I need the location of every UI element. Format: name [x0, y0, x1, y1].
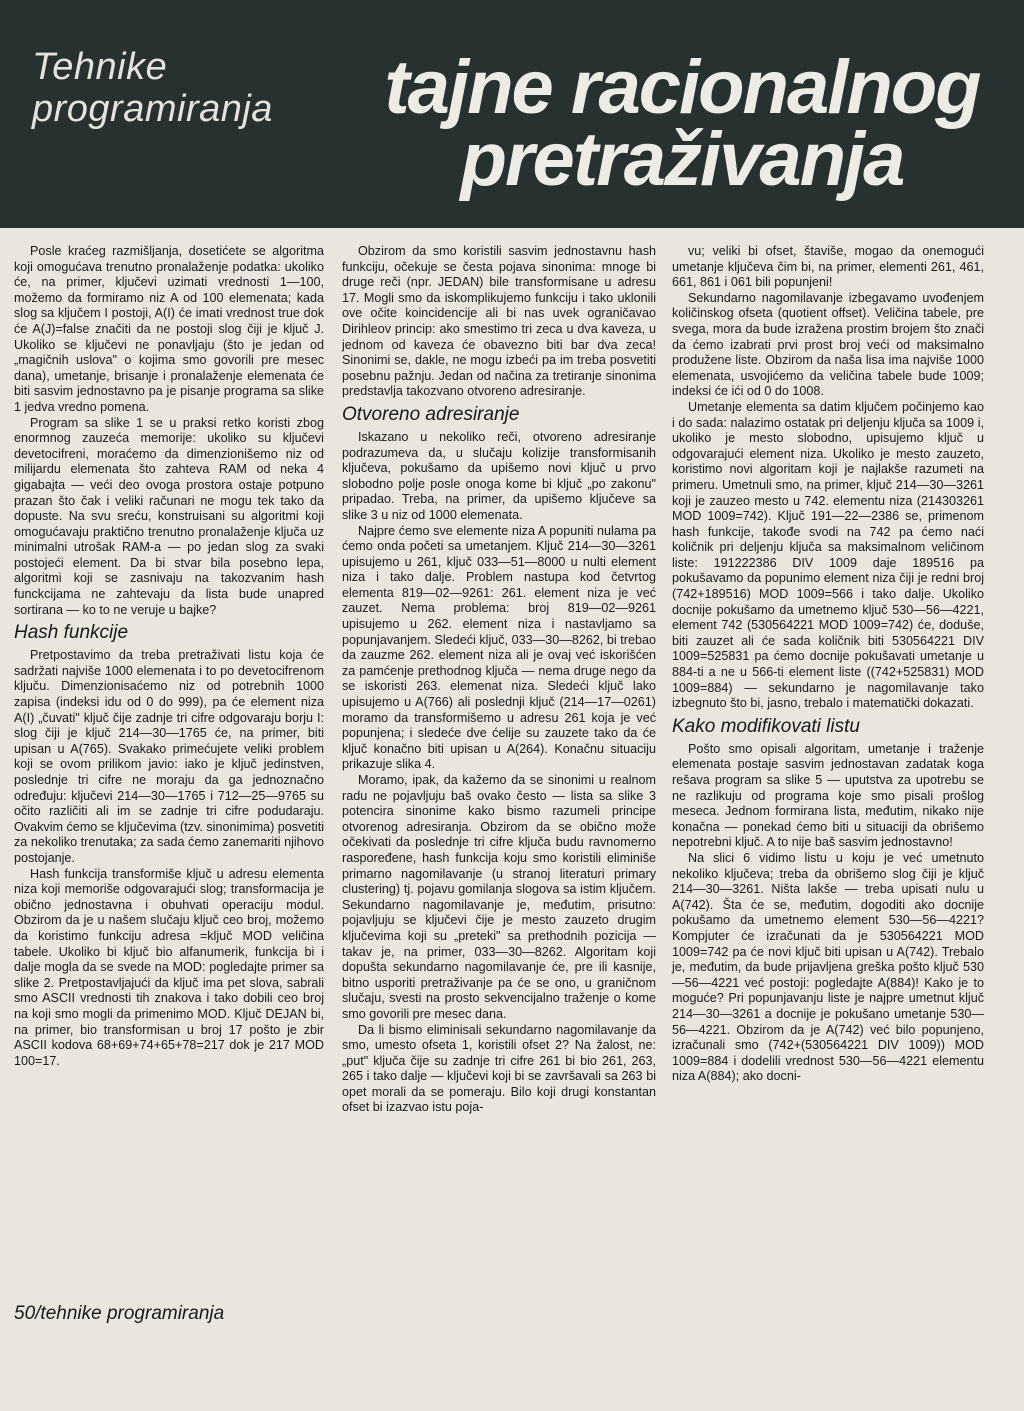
- paragraph: Moramo, ipak, da kažemo da se sinonimi u realnom radu ne pojavljuju baš ovako često — lista sa slike 3 potencira sinonime kako bismo razumeli principe otvorenog adresiranja. Obzirom da se obično može očekivati da poslednje tri cifre ključa budu ravnomerno raspoređene, hash funkcija koju smo koristili eliminiše primarno nagomilavanje (u stranoj literaturi primary clustering) tj. pojavu gomilanja slogova sa istim ključem. Sekundarno nagomilavanje je, međutim, prisutno: pojavljuju se ključevi čije je mesto zauzeto drugim ključevima koji su „preteki" sa prethodnih pozicija — takav je, na primer, 033—30—8262. Algoritam koji dopušta sekundarno nagomilavanje će, pre ili kasnije, bitno usporiti pretraživanje pa će se ono, u graničnom slučaju, svesti na prosto sekvencijalno traženje o kome smo govorili pre mesec dana.: [342, 773, 656, 1021]
- subheading-otvoreno-adresiranje: Otvoreno adresiranje: [342, 403, 520, 425]
- section-kicker: [32, 46, 273, 130]
- text-column-1: [14, 244, 324, 1069]
- page-footer: 50/tehnike programiranja: [14, 1303, 225, 1324]
- paragraph: Obzirom da smo koristili sasvim jednostavnu hash funkciju, očekuje se česta pojava sinonima: mnoge bi druge reči (npr. JEDAN) bile transformisane u adresu 17. Mogli smo da iskomplikujemo funkciju i tako uklonili ove očite koincidencije ali bi nas uvek ograničavao Dirihleov princip: ako smestimo tri zeca u dva kaveza, u jednom od kaveza će obavezno biti bar dva zeca! Sinonimi se, dakle, ne mogu izbeći pa im treba posvetiti posebnu pažnju. Jedan od načina za tretiranje sinonima predstavlja takozvano otvoreno adresiranje.: [342, 244, 656, 399]
- text-column-2: [342, 244, 656, 1116]
- paragraph: Na slici 6 vidimo listu u koju je već umetnuto nekoliko ključeva; treba da obrišemo slog čiji je ključ 214—30—3261. Ništa lakše — treba upisati nulu u A(742). Šta će se, međutim, dogoditi ako docnije pokušamo da umetnemo element 530—56—4221? Kompjuter će izračunati da je 530564221 MOD 1009=742 pa će novi ključ biti upisan u A(742). Trebalo je, međutim, da bude prijavljena greška pošto ključ 530—56—4221 već postoji: pogledajte A(884)! Kako je to moguće? Pri popunjavanju liste je najpre umetnut ključ 214—30—3261 a docnije je pokušano umetanje 530—56—4221. Obzirom da je A(742) već bilo popunjeno, izračunali smo (742+(530564221 DIV 1009)) MOD 1009=884 i dodelili vrednost 530—56—4221 elementu niza A(884); ako docni-: [672, 850, 984, 1084]
- paragraph: Pretpostavimo da treba pretraživati listu koja će sadržati najviše 1000 elemenata i to po devetocifrenom ključu. Dimenzionisaćemo niz od potrebnih 1000 zapisa (indeksi idu od 0 do 999), pa će element niza A(I) „čuvati" ključ čije zadnje tri cifre odgovaraju borju I: slog čiji je ključ 214—30—1765 će, na primer, biti upisan u A(765). Svakako primećujete veliki problem koji se ovom prilikom javio: iako je ključ jedinstven, poslednje tri cifre ne moraju da ga jednoznačno određuju: ključevi 214—30—1765 i 712—25—9765 su očito različiti ali im se zadnje tri cifre podudaraju. Ovakvim ćemo se ključevima (tzv. sinonimima) posvetiti za nekoliko trenutaka; za sada ćemo zanemariti njihovo postojanje.: [14, 648, 324, 865]
- paragraph: vu; veliki bi ofset, štaviše, mogao da onemogući umetanje ključeva čim bi, na primer, elementi 261, 461, 661, 861 i 061 bili popunjeni!: [672, 244, 984, 290]
- paragraph: Sekundarno nagomilavanje izbegavamo uvođenjem količinskog ofseta (quotient offset). Veličina tabele, pre svega, mora da bude izražena prostim brojem što znači da ćemo izabrati prvi prost broj veći od maksimalno produžene liste. Obzirom da naša lisa ima najviše 1000 elemenata, usvojićemo da veličina tabele bude 1009; indeksi će ići od 0 do 1008.: [672, 290, 984, 399]
- kicker-line-1: Tehnike: [32, 46, 168, 88]
- title-line-2: pretraživanja: [460, 117, 904, 202]
- article-title: [340, 45, 1024, 202]
- kicker-line-2: programiranja: [32, 88, 273, 130]
- title-line-1: tajne racionalnog: [384, 45, 980, 130]
- subheading-kako-modifikovati-listu: Kako modifikovati listu: [672, 715, 860, 737]
- paragraph: Posle kraćeg razmišljanja, dosetićete se algoritma koji omogućava trenutno pronalaženje podatka: ukoliko će, na primer, ključevi uzimati vrednosti 1—100, možemo da formiramo niz A od 100 elemenata; kada slog sa ključem I postoji, A(I) će imati vrednost true dok će A(J)=false značiti da ne postoji slog čiji je ključ J. Ukoliko se ključevi ne ponavljaju (što je jedan od „magičnih uslova" o kojima smo govorili pre mesec dana), umetanje, brisanje i pronalaženje elemenata će biti sasvim jednostavno pa je pisanje programa sa slike 1 jedva vredno pomena.: [14, 244, 324, 414]
- text-column-3: [672, 244, 984, 1085]
- paragraph: Da li bismo eliminisali sekundarno nagomilavanje da smo, umesto ofseta 1, koristili ofset 2? Na žalost, ne: „put" ključa čije su zadnje tri cifre 261 bi bio 261, 263, 265 i tako dalje — ključevi koji bi se završavali sa 263 bi opet morali da se pomeraju. Bilo koji drugi konstantan ofset bi izazvao istu poja-: [342, 1022, 656, 1115]
- subheading-hash-funkcije: Hash funkcije: [14, 622, 129, 644]
- paragraph: Pošto smo opisali algoritam, umetanje i traženje elemenata postaje sasvim jednostavan zadatak koga rešava program sa slike 5 — uputstva za upotrebu se ne razlikuju od programa koje smo pisali prošlog meseca. Jednom formirana lista, međutim, nikako nije konačna — ponekad ćemo biti u situaciji da obrišemo nepotrebni ključ. A to nije baš sasvim jednostavno!: [672, 741, 984, 850]
- paragraph: Program sa slike 1 se u praksi retko koristi zbog enormnog zauzeća memorije: ukoliko su ključevi devetocifreni, moraćemo da dimenzionišemo niz od milijardu elemenata što zahteva RAM od neka 4 gigabajta — veći deo ovoga prostora ostaje potpuno prazan što čak i veliki računari ne mogu tek tako da dopuste. Na svu sreću, konstruisani su algoritmi koji omogućavaju praktično trenutno pronalaženje ključa uz minimalni utrošak RAM-a — po jedan slog za svaki postojeći element. Da bi stvar bila posebno lepa, algoritmi koji se zasnivaju na takozvanim hash funckcijama ne zahtevaju da lista bude unapred sortirana — ko to ne veruje u bajke?: [14, 415, 324, 617]
- paragraph: Najpre ćemo sve elemente niza A popuniti nulama pa ćemo onda početi sa umetanjem. Ključ 214—30—3261 upisujemo u 261, ključ 033—51—8000 u nulti element niza i tako dalje. Problem nastupa kod četvrtog elementa 819—02—9261: 261. element niza je već zauzet. Nema problema: broj 819—02—9261 upisujemo u 262. element niza i nastavljamo sa popunjavanjem. Sledeći ključ, 033—30—8262, bi trebao da zauzme 262. element niza ali je ovaj već iskorišćen za pamćenje prethodnog ključa — nema druge nego da se iskoristi 263. elemenat niza. Sledeći ključ lako upisujemo u A(766) ali poslednji ključ (214—17—0261) moramo da transformišemo u adresu 261 koja je već popunjena; i sledeće dve ćelije su zauzete tako da će ključ konačno biti upisan u A(264). Konačnu situaciju prikazuje slika 4.: [342, 523, 656, 772]
- paragraph: Iskazano u nekoliko reči, otvoreno adresiranje podrazumeva da, u slučaju kolizije transformisanih ključeva, pokušamo da upišemo novi ključ u prvo slobodno polje posle onoga kome bi ključ „po zakonu" pripadao. Treba, na primer, da upišemo ključeve sa slike 3 u niz od 1000 elemenata.: [342, 429, 656, 522]
- paragraph: Umetanje elementa sa datim ključem počinjemo kao i do sada: nalazimo ostatak pri deljenju ključa sa 1009 i, ukoliko je mesto slobodno, upisujemo ključ u odgovarajući element niza. Ukoliko je mesto zauzeto, koristimo novi algoritam koji je najlakše razumeti na primeru. Umetnuli smo, na primer, ključ 214—30—3261 koji je zauzeo mesto u 742. elementu niza (214303261 MOD 1009=742). Ključ 191—22—2386 se, primenom hash funkcije, takođe svodi na 742 pa ćemo naći količnik pri deljenju ključa sa maksimalnom veličinom liste: 191222386 DIV 1009 daje 189516 pa pokušavamo da popunimo element niza čiji je redni broj (742+189516) MOD 1009=566 i tako dalje. Ukoliko docnije pokušamo da umetnemo ključ 530—56—4221, element 742 (530564221 MOD 1009=742) će, dodušе, biti zauzet ali će sada količnik biti 530564221 DIV 1009=525831 pa ćemo docnije pokušavati umetanje u 884-ti a ne u 566-ti element liste ((742+525831) MOD 1009=884) — sekundarno je nagomilavanje tako izbegnuto što bi, jasno, trebalo i matematički dokazati.: [672, 399, 984, 711]
- header-banner: [0, 0, 1024, 228]
- paragraph: Hash funkcija transformiše ključ u adresu elementa niza koji memoriše odgovarajući slog; transformacija je obično jednostavna i obuhvati operaciju modul. Obzirom da je u našem slučaju ključ ceo broj, možemo da koristimo funkciju adresa =ključ MOD veličina tabele. Ukoliko bi ključ bio alfanumerik, funkcija bi i dalje mogla da se svede na MOD: pogledajte primer sa slike 2. Pretpostavljajući da ključ ima pet slova, sabrali smo ASCII vrednosti tih znakova i tako dobili ceo broj na koji smo mogli da primenimo MOD. Ključ DEJAN bi, na primer, bio transformisan u broj 17 pošto je zbir ASCII kodova 68+69+74+65+78=217 dok je 217 MOD 100=17.: [14, 866, 324, 1068]
